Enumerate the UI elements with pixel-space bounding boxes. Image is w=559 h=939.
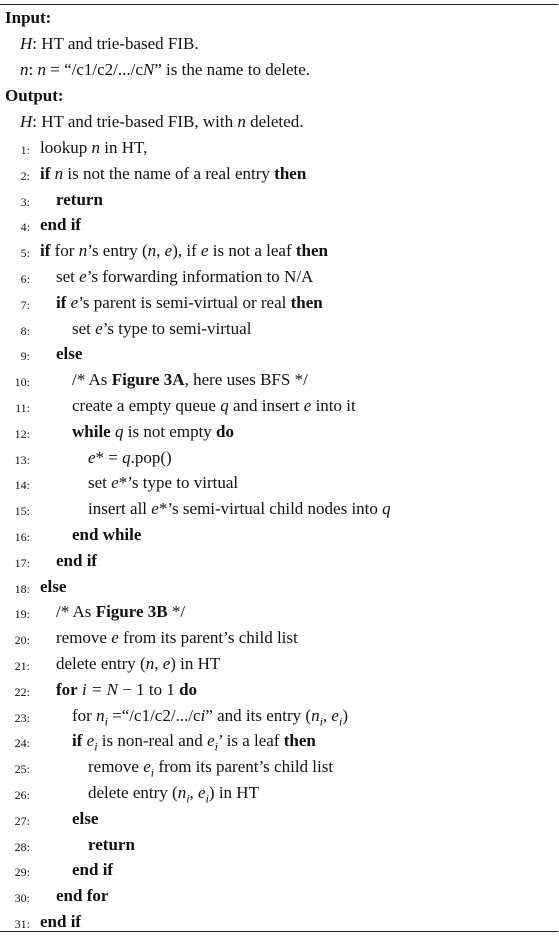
- line-number: 5:: [20, 246, 30, 261]
- line-code: [40, 164, 306, 184]
- text-fragment: ), if: [172, 241, 201, 261]
- math-symbol: e: [201, 241, 209, 261]
- text-fragment: ,: [189, 783, 199, 802]
- math-symbol: n: [37, 60, 46, 79]
- text-fragment: , here uses BFS */: [184, 370, 308, 390]
- text-fragment: deleted.: [245, 112, 304, 131]
- line-code: [88, 757, 333, 782]
- math-symbol: e: [303, 396, 312, 415]
- math-symbol: e: [88, 447, 96, 467]
- keyword: end for: [56, 886, 109, 906]
- text-fragment: */: [167, 602, 186, 622]
- line-code: [56, 293, 323, 313]
- math-symbol: i: [200, 705, 206, 725]
- math-symbol: e: [331, 705, 339, 725]
- line-number: 29:: [14, 865, 30, 880]
- keyword: Figure 3B: [95, 602, 168, 622]
- line-number: 20:: [14, 633, 30, 648]
- line-code: [56, 654, 220, 674]
- line-code: [88, 835, 135, 855]
- text-fragment: create a empty queue: [72, 396, 221, 415]
- keyword: for: [56, 679, 78, 699]
- keyword: while: [72, 421, 111, 441]
- keyword: do: [216, 421, 235, 441]
- line-code: [56, 267, 313, 287]
- line-number: 23:: [14, 710, 30, 725]
- keyword: return: [56, 189, 103, 209]
- keyword: end if: [72, 860, 114, 880]
- text-fragment: delete entry (: [88, 783, 178, 802]
- line-code: [40, 241, 328, 261]
- math-symbol: e: [111, 628, 119, 648]
- text-fragment: − 1 to 1: [118, 679, 180, 699]
- line-number: 30:: [14, 891, 30, 906]
- text-fragment: ’ is a leaf: [217, 731, 284, 751]
- line-number: 3:: [20, 194, 30, 209]
- line-number: 6:: [20, 272, 30, 286]
- line-code: [72, 370, 308, 390]
- text-fragment: /* As: [56, 602, 96, 622]
- math-symbol: e: [70, 292, 79, 312]
- line-number: 13:: [14, 452, 30, 467]
- math-symbol: i: [186, 791, 190, 806]
- math-symbol: n: [91, 138, 100, 157]
- text-fragment: is not empty: [123, 421, 217, 441]
- line-number: 4:: [20, 220, 30, 235]
- keyword: end if: [40, 215, 82, 235]
- line-code: [40, 215, 81, 235]
- line-code: [56, 680, 197, 700]
- keyword: end if: [40, 912, 82, 931]
- text-fragment: remove: [88, 757, 144, 777]
- text-fragment: ): [342, 705, 348, 725]
- line-code: [88, 448, 172, 468]
- math-symbol: n: [54, 163, 64, 183]
- line-number: 9:: [20, 349, 30, 364]
- text-fragment: set: [56, 267, 80, 286]
- text-fragment: in HT,: [99, 138, 148, 157]
- text-fragment: ” and its entry (: [205, 705, 312, 725]
- line-number: 17:: [14, 555, 30, 570]
- input-desc-n: [20, 60, 310, 80]
- text-fragment: set: [72, 318, 96, 338]
- math-symbol: H: [20, 34, 33, 53]
- line-number: 22:: [14, 684, 30, 699]
- keyword: then: [295, 241, 329, 261]
- math-symbol: e: [95, 318, 103, 338]
- line-code: [72, 525, 141, 545]
- keyword: then: [290, 292, 323, 312]
- input-desc-h: [20, 34, 199, 54]
- text-fragment: remove: [56, 628, 112, 648]
- keyword: if: [56, 292, 67, 312]
- text-fragment: *’s type to virtual: [118, 473, 239, 493]
- keyword: else: [72, 808, 99, 828]
- line-code: [56, 628, 298, 648]
- text-fragment: =“/c1/c2/.../c: [107, 705, 201, 725]
- text-fragment: ” is the name to delete.: [154, 60, 311, 79]
- text-fragment: ’s parent is semi-virtual or real: [78, 292, 291, 312]
- line-code: [72, 396, 356, 416]
- math-symbol: i: [205, 791, 209, 806]
- math-symbol: e: [198, 783, 206, 802]
- top-rule: [0, 4, 558, 5]
- math-symbol: e: [86, 731, 95, 751]
- math-symbol: n: [145, 654, 155, 673]
- input-heading: Input:: [5, 8, 52, 27]
- line-code: [56, 551, 97, 571]
- line-number: 1:: [20, 143, 30, 157]
- line-code: [88, 473, 238, 493]
- output-desc-h: [20, 112, 303, 132]
- math-symbol: i = N: [81, 679, 119, 699]
- text-fragment: from its parent’s child list: [118, 628, 298, 648]
- keyword: end while: [72, 525, 142, 544]
- math-symbol: i: [104, 713, 108, 728]
- math-symbol: i: [319, 713, 323, 728]
- line-number: 19:: [14, 607, 30, 622]
- math-symbol: e: [143, 757, 151, 777]
- keyword: return: [88, 834, 135, 854]
- math-symbol: n: [78, 241, 88, 261]
- line-number: 11:: [15, 401, 30, 415]
- text-fragment: : HT and trie-based FIB, with: [32, 112, 238, 131]
- keyword: do: [179, 679, 198, 699]
- keyword: then: [274, 163, 307, 183]
- text-fragment: for: [72, 705, 97, 725]
- line-code: [56, 190, 103, 210]
- math-symbol: e: [151, 499, 159, 519]
- line-number: 15:: [14, 504, 30, 519]
- math-symbol: n: [96, 705, 105, 725]
- line-code: [40, 912, 81, 932]
- line-number: 25:: [14, 762, 30, 777]
- math-symbol: H: [20, 112, 33, 131]
- text-fragment: : HT and trie-based FIB.: [32, 34, 199, 53]
- line-number: 2:: [20, 168, 30, 183]
- text-fragment: for: [50, 241, 79, 261]
- line-number: 16:: [14, 530, 30, 544]
- line-code: [72, 809, 98, 829]
- line-number: 8:: [20, 323, 30, 338]
- line-code: [56, 344, 82, 364]
- line-number: 7:: [20, 297, 30, 312]
- line-code: [56, 886, 108, 906]
- text-fragment: /* As: [72, 370, 112, 390]
- line-number: 26:: [14, 788, 30, 802]
- line-code: [56, 602, 185, 622]
- math-symbol: e: [162, 654, 171, 673]
- keyword: if: [40, 241, 51, 261]
- text-fragment: .pop(): [130, 447, 172, 467]
- math-symbol: e: [79, 267, 87, 286]
- line-number: 31:: [14, 917, 30, 931]
- math-symbol: i: [338, 713, 343, 728]
- line-number: 28:: [14, 839, 30, 854]
- text-fragment: ’s forwarding information to N/A: [86, 267, 314, 286]
- line-number: 14:: [14, 478, 30, 493]
- math-symbol: q: [122, 447, 131, 467]
- text-fragment: is non-real and: [97, 731, 208, 751]
- line-code: [72, 422, 234, 442]
- line-code: [88, 499, 391, 519]
- keyword: then: [283, 731, 316, 751]
- line-number: 10:: [14, 375, 30, 390]
- text-fragment: ) in HT: [208, 783, 259, 802]
- line-number: 18:: [14, 581, 30, 596]
- line-number: 21:: [14, 659, 30, 673]
- text-fragment: ) in HT: [170, 654, 221, 673]
- text-fragment: :: [28, 60, 38, 79]
- text-fragment: lookup: [40, 138, 92, 157]
- keyword: Figure 3A: [111, 370, 185, 390]
- text-fragment: *’s semi-virtual child nodes into: [158, 499, 383, 519]
- output-heading: Output:: [5, 86, 64, 105]
- math-symbol: n: [177, 783, 187, 802]
- keyword: end if: [56, 550, 98, 570]
- math-symbol: i: [214, 739, 218, 754]
- math-symbol: e: [164, 241, 173, 261]
- line-number: 12:: [14, 426, 30, 441]
- text-fragment: ,: [154, 654, 163, 673]
- text-fragment: into it: [311, 396, 356, 415]
- math-symbol: e: [111, 473, 119, 493]
- text-fragment: delete entry (: [56, 654, 146, 673]
- text-fragment: ’s type to semi-virtual: [102, 318, 252, 338]
- bottom-rule: [0, 931, 558, 932]
- line-code: [72, 860, 113, 880]
- text-fragment: is not a leaf: [208, 241, 296, 261]
- line-number: 24:: [14, 736, 30, 751]
- line-code: [40, 577, 66, 597]
- math-symbol: i: [150, 765, 155, 780]
- text-fragment: * =: [95, 447, 123, 467]
- text-fragment: ,: [322, 705, 332, 725]
- text-fragment: ’s entry (: [87, 241, 148, 261]
- text-fragment: from its parent’s child list: [154, 757, 334, 777]
- line-code: [72, 319, 251, 339]
- keyword: else: [40, 576, 67, 596]
- line-code: [88, 783, 259, 808]
- math-symbol: n: [20, 60, 29, 79]
- math-symbol: q: [220, 396, 229, 415]
- text-fragment: insert all: [88, 499, 152, 519]
- math-symbol: q: [382, 499, 391, 519]
- keyword: else: [56, 344, 83, 364]
- text-fragment: is not the name of a real entry: [63, 163, 275, 183]
- text-fragment: = “/c1/c2/.../c: [45, 60, 143, 79]
- line-code: [72, 706, 348, 731]
- math-symbol: n: [237, 112, 246, 131]
- text-fragment: and insert: [228, 396, 304, 415]
- keyword: if: [40, 163, 51, 183]
- math-symbol: e: [207, 731, 215, 751]
- line-code: [40, 138, 147, 158]
- math-symbol: n: [311, 705, 320, 725]
- math-symbol: N: [142, 60, 155, 79]
- math-symbol: q: [114, 421, 124, 441]
- keyword: if: [72, 731, 83, 751]
- math-symbol: n: [147, 241, 157, 261]
- text-fragment: set: [88, 473, 112, 493]
- line-number: 27:: [14, 813, 30, 828]
- line-code: [72, 731, 316, 756]
- text-fragment: ,: [156, 241, 165, 261]
- math-symbol: i: [94, 739, 98, 754]
